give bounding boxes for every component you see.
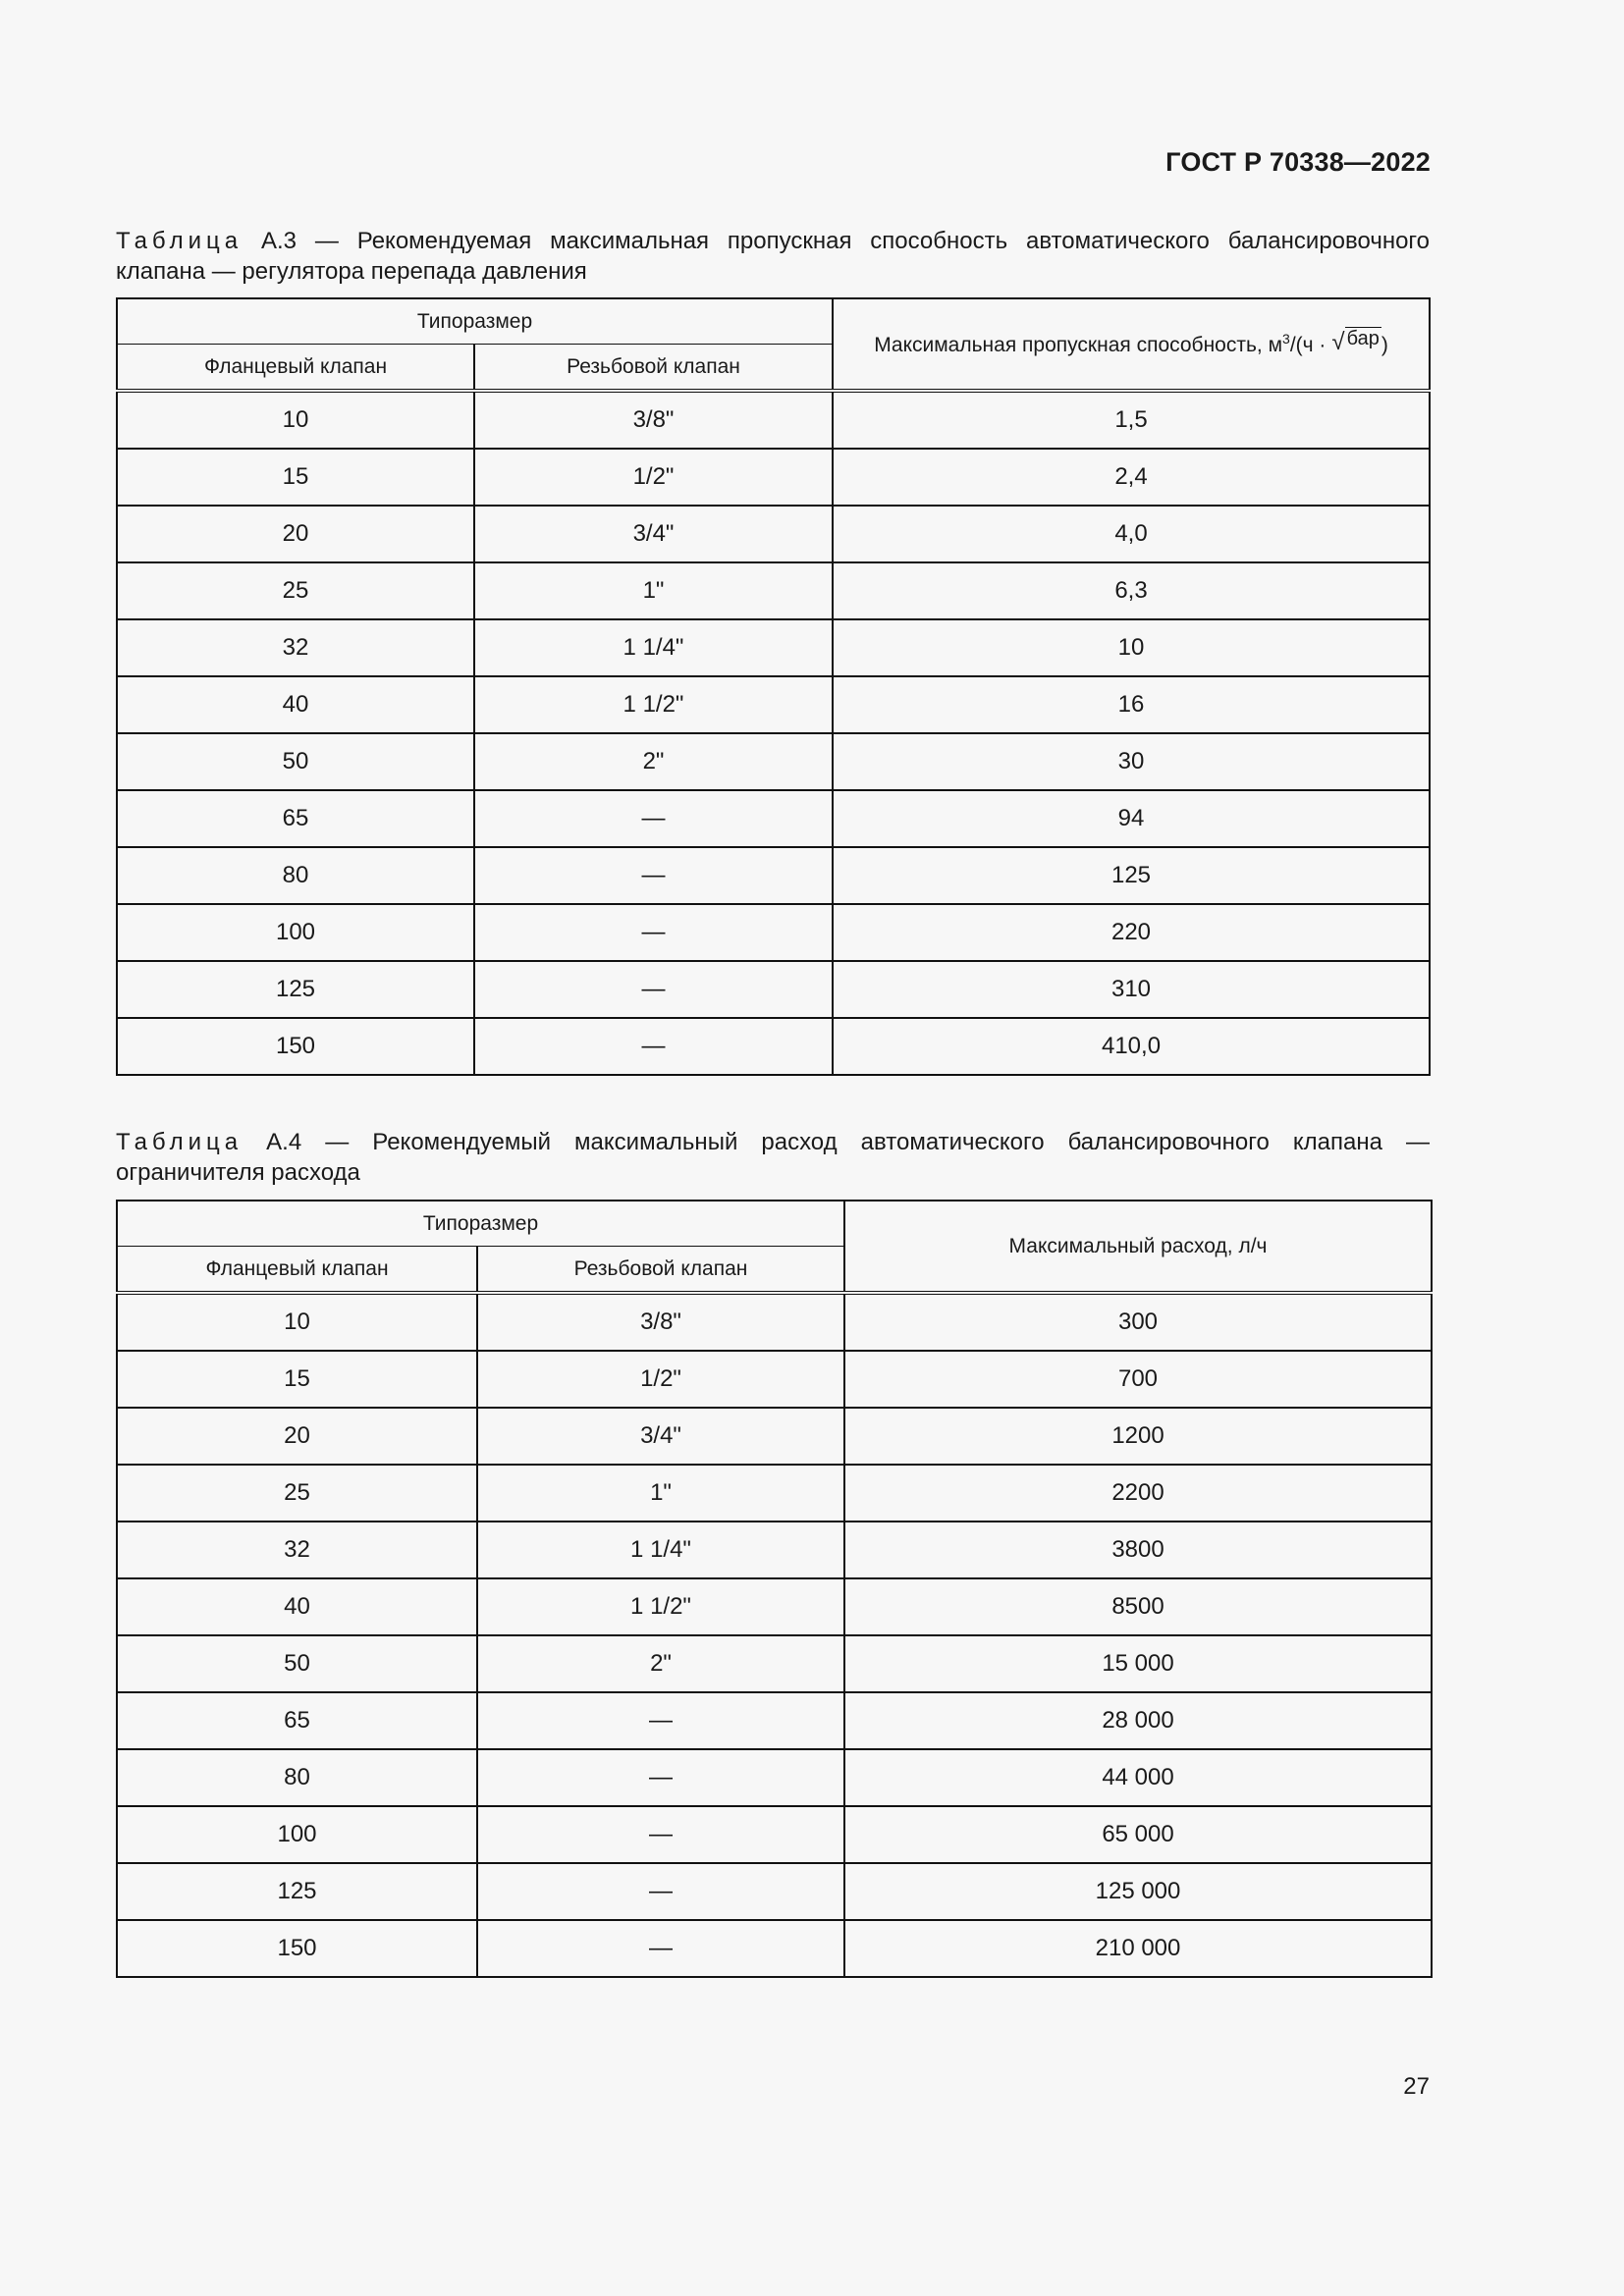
cell-value: 16 [833, 676, 1430, 733]
table-row [117, 1635, 1432, 1692]
cell-thread-size: — [477, 1692, 844, 1749]
caption-text: А.4 — Рекомендуемый максимальный расход автоматического балансировочного клапана — ограничителя расхода [116, 1129, 1430, 1186]
header-max-flow: Максимальный расход, л/ч [844, 1201, 1432, 1293]
table-row [117, 1465, 1432, 1522]
cell-value: 8500 [844, 1578, 1432, 1635]
header-flange-valve: Фланцевый клапан [117, 1247, 477, 1294]
sqrt-symbol: √ бар [1331, 327, 1380, 355]
cell-value: 2200 [844, 1465, 1432, 1522]
cell-value: 700 [844, 1351, 1432, 1408]
cell-flange-size: 150 [117, 1920, 477, 1977]
cell-thread-size: 1/2" [474, 449, 833, 506]
cell-flange-size: 20 [117, 1408, 477, 1465]
cell-value: 2,4 [833, 449, 1430, 506]
header-size-group: Типоразмер [117, 298, 833, 345]
cell-flange-size: 25 [117, 562, 474, 619]
cell-value: 65 000 [844, 1806, 1432, 1863]
header-max-capacity: Максимальная пропускная способность, $м^3/(ч$ · √ бар) [833, 298, 1430, 391]
page-number: 27 [1403, 2073, 1430, 2100]
cell-flange-size: 40 [117, 1578, 477, 1635]
cell-value: 310 [833, 961, 1430, 1018]
table-row [117, 676, 1430, 733]
header-threaded-valve: Резьбовой клапан [477, 1247, 844, 1294]
table-row [117, 1351, 1432, 1408]
cell-flange-size: 125 [117, 1863, 477, 1920]
cell-value: 300 [844, 1293, 1432, 1351]
table-a3-caption [116, 226, 1430, 287]
cell-thread-size: — [474, 790, 833, 847]
cell-thread-size: — [474, 961, 833, 1018]
cell-value: 15 000 [844, 1635, 1432, 1692]
cell-flange-size: 50 [117, 1635, 477, 1692]
cell-thread-size: 1 1/4" [477, 1522, 844, 1578]
cell-flange-size: 15 [117, 1351, 477, 1408]
cell-thread-size: 3/8" [474, 391, 833, 449]
table-row [117, 562, 1430, 619]
cell-flange-size: 100 [117, 904, 474, 961]
table-row [117, 961, 1430, 1018]
cell-value: 410,0 [833, 1018, 1430, 1075]
cell-thread-size: — [474, 1018, 833, 1075]
cell-thread-size: — [477, 1920, 844, 1977]
caption-text: А.3 — Рекомендуемая максимальная пропускная способность автоматического балансировочного клапана — регулятора перепада давления [116, 228, 1430, 285]
cell-thread-size: 1" [477, 1465, 844, 1522]
table-row [117, 1293, 1432, 1351]
table-a3 [116, 297, 1431, 1076]
table-row [117, 449, 1430, 506]
table-row [117, 1806, 1432, 1863]
cell-thread-size: 1/2" [477, 1351, 844, 1408]
cell-flange-size: 10 [117, 1293, 477, 1351]
caption-label: Таблица [116, 228, 244, 254]
cell-flange-size: 80 [117, 1749, 477, 1806]
table-row [117, 1018, 1430, 1075]
cell-value: 1200 [844, 1408, 1432, 1465]
cell-value: 6,3 [833, 562, 1430, 619]
header-threaded-valve: Резьбовой клапан [474, 345, 833, 392]
table-row [117, 1920, 1432, 1977]
caption-label: Таблица [116, 1129, 244, 1155]
cell-thread-size: 1 1/2" [477, 1578, 844, 1635]
cell-thread-size: 2" [477, 1635, 844, 1692]
table-row [117, 1578, 1432, 1635]
table-row [117, 1863, 1432, 1920]
cell-thread-size: — [477, 1749, 844, 1806]
cell-flange-size: 65 [117, 1692, 477, 1749]
cell-flange-size: 125 [117, 961, 474, 1018]
cell-value: 10 [833, 619, 1430, 676]
table-row [117, 790, 1430, 847]
cell-flange-size: 100 [117, 1806, 477, 1863]
table-row [117, 1522, 1432, 1578]
document-id: ГОСТ Р 70338—2022 [1165, 147, 1431, 177]
cell-thread-size: 3/4" [474, 506, 833, 562]
table-row [117, 391, 1430, 449]
cell-value: 125 [833, 847, 1430, 904]
cell-value: 210 000 [844, 1920, 1432, 1977]
cell-thread-size: 1" [474, 562, 833, 619]
table-row [117, 1408, 1432, 1465]
cell-value: 4,0 [833, 506, 1430, 562]
cell-thread-size: — [477, 1806, 844, 1863]
cell-value: 30 [833, 733, 1430, 790]
cell-thread-size: 1 1/2" [474, 676, 833, 733]
cell-flange-size: 150 [117, 1018, 474, 1075]
header-flange-valve: Фланцевый клапан [117, 345, 474, 392]
cell-thread-size: 3/8" [477, 1293, 844, 1351]
table-row [117, 619, 1430, 676]
cell-thread-size: — [477, 1863, 844, 1920]
cell-value: 220 [833, 904, 1430, 961]
cell-value: 94 [833, 790, 1430, 847]
cell-flange-size: 65 [117, 790, 474, 847]
table-a4-caption [116, 1127, 1430, 1188]
table-row [117, 506, 1430, 562]
cell-flange-size: 50 [117, 733, 474, 790]
cell-thread-size: 2" [474, 733, 833, 790]
cell-thread-size: 1 1/4" [474, 619, 833, 676]
cell-value: 44 000 [844, 1749, 1432, 1806]
cell-thread-size: — [474, 904, 833, 961]
cell-thread-size: — [474, 847, 833, 904]
cell-flange-size: 32 [117, 619, 474, 676]
table-row [117, 1749, 1432, 1806]
cell-flange-size: 10 [117, 391, 474, 449]
cell-value: 1,5 [833, 391, 1430, 449]
cell-flange-size: 15 [117, 449, 474, 506]
cell-thread-size: 3/4" [477, 1408, 844, 1465]
cell-value: 125 000 [844, 1863, 1432, 1920]
table-row [117, 904, 1430, 961]
cell-flange-size: 40 [117, 676, 474, 733]
cell-value: 3800 [844, 1522, 1432, 1578]
cell-flange-size: 32 [117, 1522, 477, 1578]
cell-flange-size: 80 [117, 847, 474, 904]
cell-flange-size: 25 [117, 1465, 477, 1522]
table-row [117, 847, 1430, 904]
cell-value: 28 000 [844, 1692, 1432, 1749]
table-a4 [116, 1200, 1433, 1978]
table-row [117, 1692, 1432, 1749]
table-row [117, 733, 1430, 790]
header-size-group: Типоразмер [117, 1201, 844, 1247]
cell-flange-size: 20 [117, 506, 474, 562]
